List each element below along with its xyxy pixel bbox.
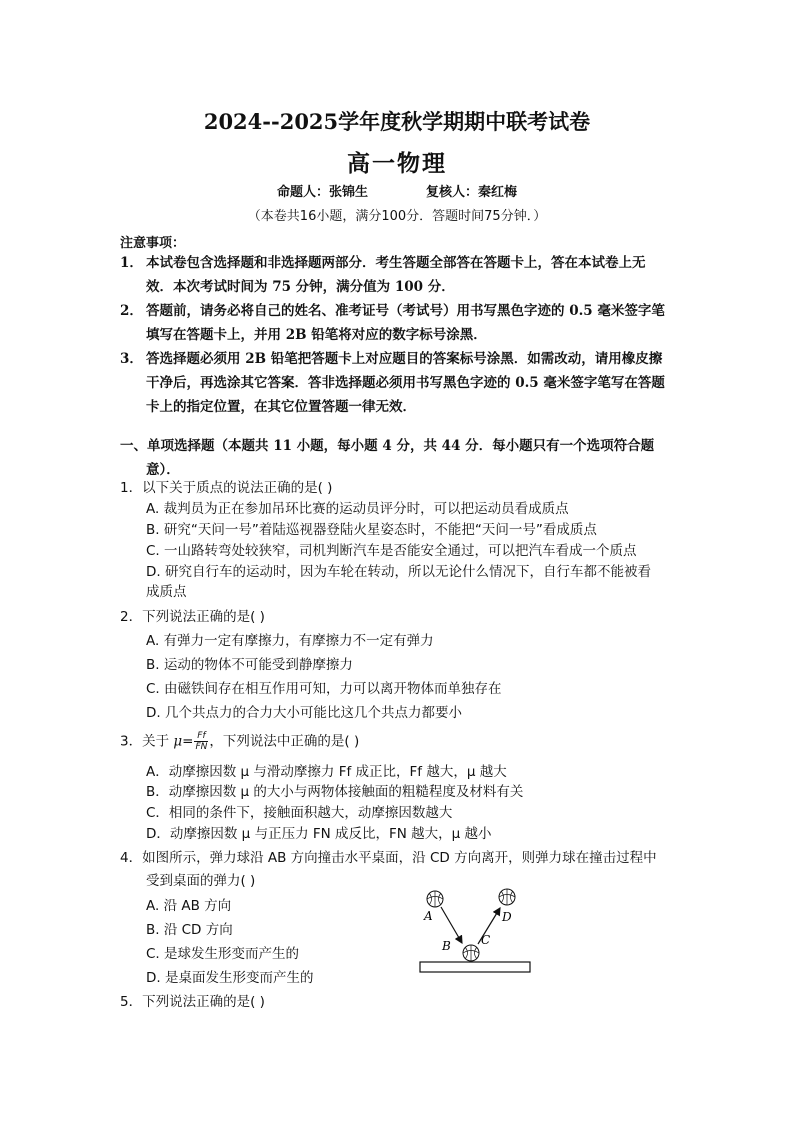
note-item-2 <box>120 299 665 347</box>
note-text: 答题前，请务必将自己的姓名、准考证号（考试号）用书写黑色字迹的 0.5 毫米签字笔 <box>146 303 665 319</box>
exam-scope: （本卷共16小题，满分100分．答题时间75分钟．） <box>247 209 547 224</box>
label-c: C <box>481 933 491 947</box>
note-item-3 <box>120 347 665 419</box>
note-item-1 <box>120 251 646 299</box>
q1-option-a: A. 裁判员为正在参加吊环比赛的运动员评分时，可以把运动员看成质点 <box>146 501 569 517</box>
q4-bounce-diagram <box>415 882 540 977</box>
note-text: 卡上的指定位置，在其它位置答题一律无效． <box>146 399 416 415</box>
q1-option-c: C. 一山路转弯处较狭窄，司机判断汽车是否能安全通过，可以把汽车看成一个质点 <box>146 543 637 559</box>
q3-fraction <box>194 731 208 752</box>
q3-prefix: 3．关于 <box>120 733 174 750</box>
note-number: 2． <box>120 303 143 319</box>
section-heading <box>120 434 654 482</box>
question-2-stem: 2．下列说法正确的是( ) <box>120 609 265 625</box>
question-1-stem: 1．以下关于质点的说法正确的是( ) <box>120 480 333 496</box>
ball-icon <box>463 945 479 961</box>
q2-option-a: A. 有弹力一定有摩擦力，有摩擦力不一定有弹力 <box>146 633 434 649</box>
label-b: B <box>442 939 451 953</box>
label-a: A <box>424 909 433 923</box>
question-5-stem: 5．下列说法正确的是( ) <box>120 994 265 1010</box>
label-d: D <box>502 910 512 924</box>
incoming-arrow <box>441 907 462 943</box>
reviewer-label: 复核人：秦红梅 <box>426 185 518 200</box>
q1-option-d: D. 研究自行车的运动时，因为车轮在转动，所以无论什么情况下，自行车都不能被看 <box>146 564 651 580</box>
q3-suffix: ，下列说法中正确的是( ) <box>209 733 360 750</box>
note-text: 填写在答题卡上，并用 2B 铅笔将对应的数字标号涂黑． <box>146 327 487 343</box>
exam-title: 2024--2025学年度秋学期期中联考试卷 <box>203 109 591 134</box>
note-text: 效．本次考试时间为 75 分钟，满分值为 100 分． <box>146 279 455 295</box>
q4-option-a: A. 沿 AB 方向 <box>146 898 232 914</box>
q4-option-d: D. 是桌面发生形变而产生的 <box>146 970 314 986</box>
q3-mu: μ <box>173 733 183 750</box>
note-text: 本试卷包含选择题和非选择题两部分．考生答题全部答在答题卡上，答在本试卷上无 <box>146 255 646 271</box>
q4-option-c: C. 是球发生形变而产生的 <box>146 946 300 962</box>
q3-option-a: A．动摩擦因数 μ 与滑动摩擦力 Ff 成正比，Ff 越大，μ 越大 <box>146 764 507 780</box>
q1-option-d-cont: 成质点 <box>146 584 187 600</box>
question-4-stem: 4．如图所示，弹力球沿 AB 方向撞击水平桌面，沿 CD 方向离开，则弹力球在撞击过程中 <box>120 850 657 866</box>
note-number: 1． <box>120 255 143 271</box>
authors-line <box>0 181 794 200</box>
q2-option-c: C. 由磁铁间存在相互作用可知，力可以离开物体而单独存在 <box>146 681 502 697</box>
ball-icon <box>499 889 515 905</box>
section-text: 意）． <box>146 462 180 478</box>
q2-option-d: D. 几个共点力的合力大小可能比这几个共点力都要小 <box>146 705 462 721</box>
q4-option-b: B. 沿 CD 方向 <box>146 922 233 938</box>
notes-heading: 注意事项： <box>120 236 186 251</box>
note-text: 答选择题必须用 2B 铅笔把答题卡上对应题目的答案标号涂黑．如需改动，请用橡皮擦 <box>146 351 663 367</box>
table-surface <box>420 962 530 972</box>
q3-option-b: B．动摩擦因数 μ 的大小与两物体接触面的粗糙程度及材料有关 <box>146 784 524 800</box>
q1-option-b: B. 研究“天问一号”着陆巡视器登陆火星姿态时，不能把“天问一号”看成质点 <box>146 522 597 538</box>
subject-title: 高一物理 <box>347 150 447 177</box>
setter-label: 命题人：张锦生 <box>276 185 368 200</box>
q3-denominator: FN <box>195 742 208 752</box>
section-text: 一、单项选择题（本题共 11 小题，每小题 4 分，共 44 分．每小题只有一个选项符合题 <box>120 438 655 454</box>
q3-option-c: C．相同的条件下，接触面积越大，动摩擦因数越大 <box>146 805 453 821</box>
q3-numerator: Ff <box>194 731 208 742</box>
note-text: 干净后，再选涂其它答案．答非选择题必须用书写黑色字迹的 0.5 毫米签字笔写在答题 <box>146 375 665 391</box>
question-4-stem-cont: 受到桌面的弹力( ) <box>146 873 256 889</box>
question-3-stem <box>120 731 359 753</box>
q3-equals: = <box>182 733 194 750</box>
ball-icon <box>427 891 443 907</box>
q3-option-d: D．动摩擦因数 μ 与正压力 FN 成反比，FN 越大，μ 越小 <box>146 826 492 842</box>
note-number: 3． <box>120 351 143 367</box>
q2-option-b: B. 运动的物体不可能受到静摩擦力 <box>146 657 353 673</box>
